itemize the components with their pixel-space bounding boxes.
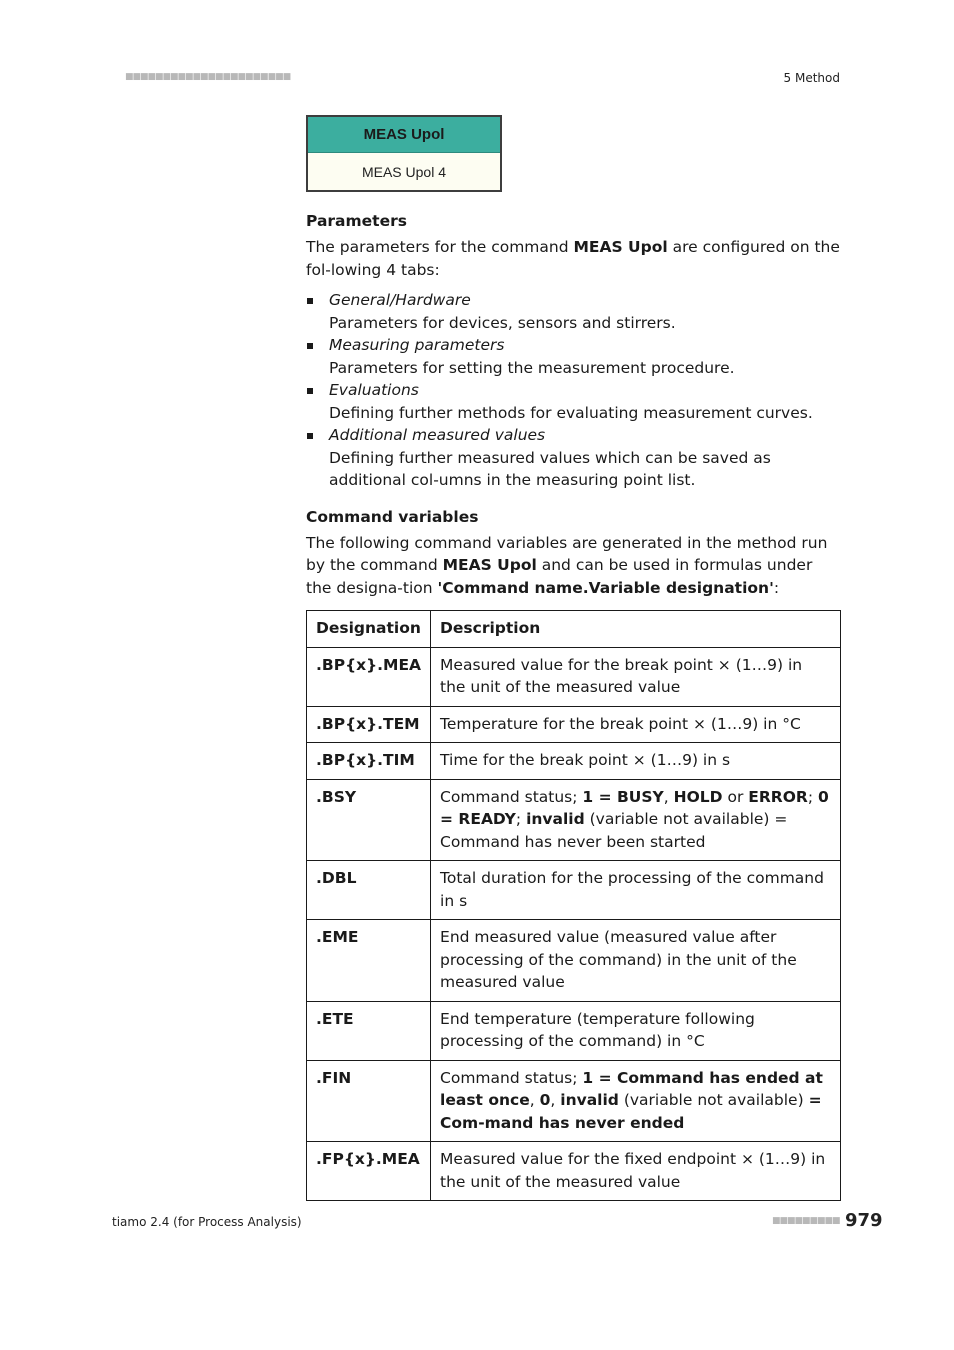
header-decoration: ■■■■■■■■■■■■■■■■■■■■■■: [125, 72, 291, 82]
table-header-row: [307, 611, 841, 648]
main-content: [306, 210, 841, 1201]
parameters-heading: Parameters: [306, 212, 407, 230]
variable-designation: .BP{x}.TIM: [307, 743, 431, 780]
bullet-icon: [307, 433, 313, 439]
table-row: [307, 1001, 841, 1060]
variable-designation: .BSY: [307, 779, 431, 861]
tab-name: Evaluations: [329, 381, 419, 399]
list-item: [306, 424, 841, 492]
command-box: [306, 115, 502, 192]
variable-designation: .DBL: [307, 861, 431, 920]
command-variables-heading: Command variables: [306, 507, 479, 526]
table-row: [307, 743, 841, 780]
command-box-title: MEAS Upol: [308, 117, 500, 153]
tab-name: Additional measured values: [329, 426, 546, 444]
bullet-icon: [307, 388, 313, 394]
tab-name: Measuring parameters: [329, 336, 505, 354]
command-box-name: MEAS Upol 4: [361, 163, 447, 180]
footer-decoration: ■■■■■■■■■: [772, 1216, 840, 1226]
variable-designation: .FIN: [307, 1060, 431, 1142]
variable-description: End measured value (measured value after processing of the command) in the unit of the measured value: [431, 920, 841, 1002]
table-row: [307, 920, 841, 1002]
command-variables-intro: The following command variables are generated in the method run by the command MEAS Upol and can be used in formulas under the designa-tion 'Command name.Variable designation':: [306, 533, 828, 597]
table-row: [307, 647, 841, 706]
table-row: [307, 861, 841, 920]
footer-product: tiamo 2.4 (for Process Analysis): [112, 1215, 302, 1229]
tab-description: Parameters for setting the measurement procedure.: [329, 358, 735, 377]
variable-description: Command status; 1 = BUSY, HOLD or ERROR; 0 = READY; invalid (variable not available) = Command has never been started: [431, 779, 841, 861]
tab-description: Defining further measured values which can be saved as additional col-umns in the measuring point list.: [329, 448, 771, 489]
variable-designation: .ETE: [307, 1001, 431, 1060]
page-number: 979: [845, 1210, 883, 1231]
tab-description: Defining further methods for evaluating measurement curves.: [329, 403, 813, 422]
variable-description: Measured value for the fixed endpoint × (1…9) in the unit of the measured value: [431, 1142, 841, 1201]
variable-description: Total duration for the processing of the command in s: [431, 861, 841, 920]
variable-description: End temperature (temperature following processing of the command) in °C: [431, 1001, 841, 1060]
table-row: [307, 1142, 841, 1201]
parameter-tabs-list: [306, 289, 841, 492]
variable-designation: .FP{x}.MEA: [307, 1142, 431, 1201]
tab-name: General/Hardware: [329, 291, 471, 309]
chapter-title: 5 Method: [783, 71, 840, 85]
variable-designation: .EME: [307, 920, 431, 1002]
column-header-designation: Designation: [307, 611, 431, 648]
bullet-icon: [307, 298, 313, 304]
variable-description: Measured value for the break point × (1…9) in the unit of the measured value: [431, 647, 841, 706]
table-row: [307, 706, 841, 743]
bullet-icon: [307, 343, 313, 349]
variable-designation: .BP{x}.TEM: [307, 706, 431, 743]
tab-description: Parameters for devices, sensors and stirrers.: [329, 313, 676, 332]
table-row: [307, 779, 841, 861]
table-row: [307, 1060, 841, 1142]
list-item: [306, 289, 841, 334]
parameters-intro: The parameters for the command MEAS Upol are configured on the fol-lowing 4 tabs:: [306, 238, 840, 279]
variable-description: Command status; 1 = Command has ended at least once, 0, invalid (variable not available) = Com-mand has never ended: [431, 1060, 841, 1142]
variable-description: Time for the break point × (1…9) in s: [431, 743, 841, 780]
column-header-description: Description: [431, 611, 841, 648]
list-item: [306, 334, 841, 379]
variable-designation: .BP{x}.MEA: [307, 647, 431, 706]
list-item: [306, 379, 841, 424]
variable-description: Temperature for the break point × (1…9) in °C: [431, 706, 841, 743]
command-variables-table: [306, 610, 841, 1201]
